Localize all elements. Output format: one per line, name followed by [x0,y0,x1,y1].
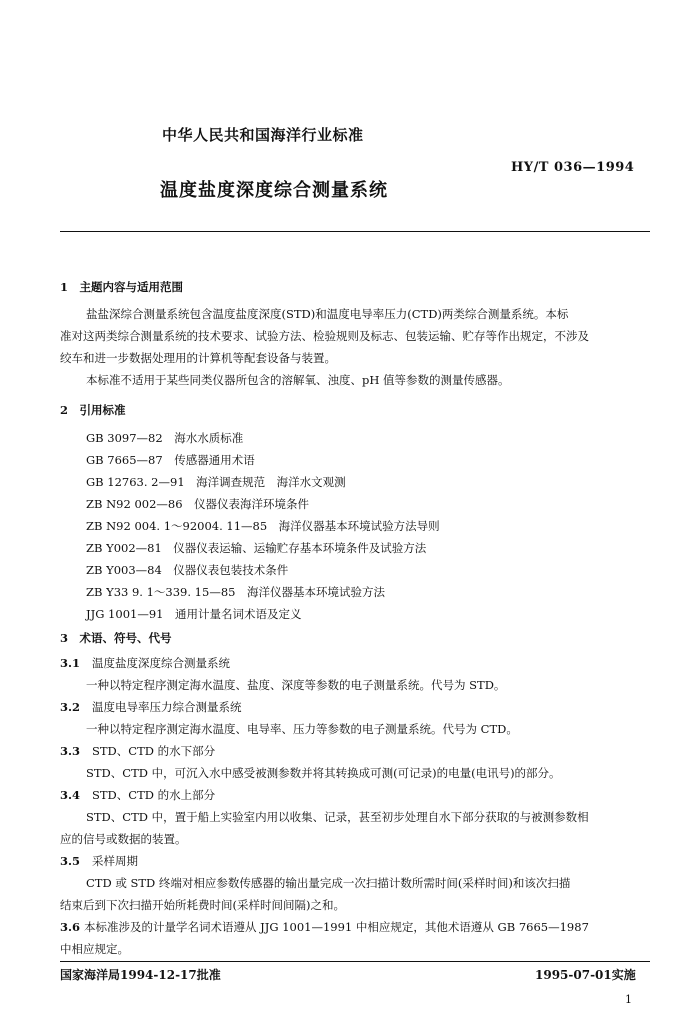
term-number: 3.3 [60,744,81,758]
reference-item: ZB Y003—84 仪器仪表包装技术条件 [86,563,289,577]
term-label: 采样周期 [92,854,138,868]
section-1-paragraph-2: 本标准不适用于某些同类仪器所包含的溶解氧、浊度、pH 值等参数的测量传感器。 [86,373,510,387]
term-label: 温度电导率压力综合测量系统 [92,700,242,714]
reference-item: GB 12763. 2—91 海洋调查规范 海洋水文观测 [86,475,346,489]
reference-item: ZB N92 002—86 仪器仪表海洋环境条件 [86,497,310,511]
reference-item: ZB Y33 9. 1～339. 15—85 海洋仪器基本环境试验方法 [86,585,385,599]
term-label: STD、CTD 的水下部分 [92,744,216,758]
term-definition: STD、CTD 中，置于船上实验室内用以收集、记录，甚至初步处理自水下部分获取的与被测参数相 [86,810,589,824]
term-definition: 结束后到下次扫描开始所耗费时间(采样时间间隔)之和。 [60,898,345,912]
issuing-authority: 中华人民共和国海洋行业标准 [162,126,364,144]
section-1-paragraph-line: 绞车和进一步数据处理用的计算机等配套设备与装置。 [60,351,336,365]
term-number: 3.2 [60,700,81,714]
section-3-heading: 3 术语、符号、代号 [60,631,172,645]
reference-item: ZB Y002—81 仪器仪表运输、运输贮存基本环境条件及试验方法 [86,541,427,555]
term-definition: 一种以特定程序测定海水温度、盐度、深度等参数的电子测量系统。代号为 STD。 [86,678,506,692]
section-2-heading: 2 引用标准 [60,403,126,417]
reference-item: ZB N92 004. 1～92004. 11—85 海洋仪器基本环境试验方法导则 [86,519,440,533]
term-definition: 本标准涉及的计量学名词术语遵从 JJG 1001—1991 中相应规定，其他术语遵从 GB 7665—1987 [84,920,589,934]
term-definition: 应的信号或数据的装置。 [60,832,187,846]
term-label: 温度盐度深度综合测量系统 [92,656,230,670]
term-number: 3.5 [60,854,81,868]
page-number: 1 [625,993,632,1006]
reference-item: JJG 1001—91 通用计量名词术语及定义 [86,607,302,621]
reference-item: GB 7665—87 传感器通用术语 [86,453,255,467]
term-definition: CTD 或 STD 终端对相应参数传感器的输出量完成一次扫描计数所需时间(采样时间)和该次扫描 [86,876,571,890]
term-definition: 一种以特定程序测定海水温度、电导率、压力等参数的电子测量系统。代号为 CTD。 [86,722,518,736]
approval-date: 国家海洋局1994-12-17批准 [60,968,221,982]
term-definition: 中相应规定。 [60,942,129,956]
standard-code: HY/T 036—1994 [511,160,635,175]
term-number: 3.6 [60,920,81,934]
reference-item: GB 3097—82 海水水质标准 [86,431,244,445]
header-rule [60,231,650,232]
term-label: STD、CTD 的水上部分 [92,788,216,802]
document-title: 温度盐度深度综合测量系统 [160,180,388,201]
section-1-heading: 1 主题内容与适用范围 [60,280,184,294]
section-1-paragraph-line: 盐盐深综合测量系统包含温度盐度深度(STD)和温度电导率压力(CTD)两类综合测量系统。本标 [86,307,569,321]
section-1-paragraph-line: 准对这两类综合测量系统的技术要求、试验方法、检验规则及标志、包装运输、贮存等作出规定，不涉及 [60,329,589,343]
term-number: 3.1 [60,656,81,670]
term-definition: STD、CTD 中，可沉入水中感受被测参数并将其转换成可测(可记录)的电量(电讯号)的部分。 [86,766,561,780]
term-number: 3.4 [60,788,81,802]
footer-rule [60,961,650,962]
effective-date: 1995-07-01实施 [535,968,636,982]
